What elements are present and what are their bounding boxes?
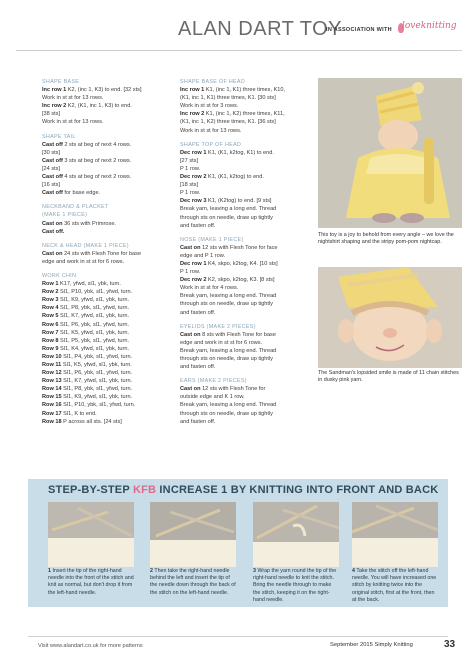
pattern-section xyxy=(180,78,312,135)
technique-abbrev: KFB xyxy=(132,484,157,496)
instruction-text: Break yarn, leaving a long end. Thread xyxy=(180,206,277,213)
instruction-line xyxy=(42,220,172,228)
instruction-line xyxy=(42,353,172,361)
needle-photo-icon xyxy=(352,502,438,567)
section-title: EYELIDS (MAKE 2 PIECES) xyxy=(180,323,256,330)
instruction-keyword: Cast off xyxy=(42,157,63,164)
instruction-text: Break yarn, leaving a long end. Thread xyxy=(180,347,277,354)
instruction-text: Sl1, P10, ybk, sl1, yfwd, turn. xyxy=(61,402,136,409)
instruction-text: through sts on needle, draw up tightly xyxy=(180,356,273,362)
toy-illustration xyxy=(318,78,462,228)
photo-caption-1: This toy is a joy to behold from every angle – we love the nightshirt shaping and the stripy pom-pom nightcap. xyxy=(318,232,454,246)
instruction-line xyxy=(180,284,312,292)
instruction-line xyxy=(42,86,172,94)
instruction-keyword: Row 17 xyxy=(42,410,62,417)
instruction-text: K1, (K1, k2tog, K1) to end. xyxy=(206,149,274,156)
instruction-text: [18 sts] xyxy=(180,182,199,189)
instruction-line xyxy=(42,369,172,377)
instruction-text: K17, yfwd, sl1, ybk, turn. xyxy=(58,281,121,288)
instruction-line xyxy=(180,197,312,205)
step-label: STEP-BY-STEP xyxy=(48,484,130,496)
instruction-text: 12 sts with Flesh Tone for xyxy=(200,386,266,393)
instruction-text: K1, (K2tog) to end. [9 sts] xyxy=(206,198,272,205)
instruction-keyword: Cast on xyxy=(42,220,63,227)
instruction-line xyxy=(42,345,172,353)
instruction-line xyxy=(180,292,312,300)
pattern-section xyxy=(180,323,312,372)
instruction-keyword: Row 7 xyxy=(42,329,59,336)
instruction-line xyxy=(180,102,312,110)
instruction-line xyxy=(42,149,172,157)
instruction-text: Work in st st for 13 rows. xyxy=(42,119,104,126)
instruction-keyword: Cast on xyxy=(180,244,201,251)
instruction-keyword: Cast on xyxy=(180,386,201,393)
instruction-line xyxy=(180,181,312,189)
instruction-line xyxy=(42,385,172,393)
pattern-section xyxy=(180,236,312,317)
step-text-2: 2 Then take the right-hand needle behind the left and insert the tip of the needle down through the back of the stitch on the left-hand needle. xyxy=(150,568,236,596)
instruction-text: Work in st st for 4 rows. xyxy=(180,285,239,292)
instruction-text: Sl1, K9, yfwd, sl1, ybk, turn. xyxy=(61,394,133,401)
instruction-keyword: Row 1 xyxy=(42,281,59,288)
section-title: SHAPE BASE OF HEAD xyxy=(180,79,246,85)
instruction-text: K1, (inc 1, K1) three times, K10, xyxy=(204,87,286,94)
step-text-3: 3 Wrap the yarn round the tip of the right-hand needle to knit the stitch. Bring the needle through to make the stitch, keeping it on the right-hand needle. xyxy=(253,568,337,603)
instruction-text: K2, (K1, inc 1, K3) to end. xyxy=(66,103,132,110)
instruction-line xyxy=(180,363,312,371)
instruction-keyword: Row 2 xyxy=(42,289,59,296)
instruction-keyword: Row 3 xyxy=(42,297,59,304)
instruction-text: Sl1, P6, ybk, sl1, yfwd, turn. xyxy=(58,321,130,328)
association-label: IN ASSOCIATION WITH xyxy=(326,27,392,33)
instruction-line xyxy=(180,244,312,252)
instruction-text: and fasten off. xyxy=(180,418,216,425)
instruction-keyword: Row 14 xyxy=(42,386,62,393)
instruction-line xyxy=(180,127,312,135)
instruction-text: edge and work in st st for 6 rows. xyxy=(180,339,263,346)
instruction-text: K4, skpo, k2tog, K4. [10 sts] xyxy=(206,260,278,267)
section-title: NOSE (MAKE 1 PIECE) xyxy=(180,236,244,243)
step-text-4: 4 Take the stitch off the left-hand needle. You will have increased one stitch by knitting twice into the original stitch, first at the front, then at the back. xyxy=(352,568,437,603)
instruction-text: [16 sts] xyxy=(42,182,61,189)
instruction-text: [30 sts] xyxy=(42,149,61,156)
instruction-line xyxy=(180,173,312,181)
instruction-line xyxy=(180,410,312,418)
instruction-text: K1, (K1, k2tog) to end. xyxy=(206,174,264,181)
instruction-keyword: Cast on xyxy=(180,331,201,338)
instruction-line xyxy=(180,401,312,409)
instruction-line xyxy=(42,165,172,173)
instruction-text: edge and P 1 row. xyxy=(180,252,225,259)
pattern-column-1 xyxy=(42,78,172,432)
instruction-keyword: Row 4 xyxy=(42,305,59,312)
instruction-keyword: Row 18 xyxy=(42,418,62,425)
instruction-text: Sl1, K9, yfwd, sl1, ybk, turn. xyxy=(58,297,130,304)
technique-title: INCREASE 1 BY KNITTING INTO FRONT AND BACK xyxy=(159,484,439,496)
instruction-keyword: Inc row 1 xyxy=(42,87,67,94)
instruction-line xyxy=(42,141,172,149)
instruction-line xyxy=(42,361,172,369)
instruction-keyword: Cast off. xyxy=(42,228,65,235)
instruction-text: [27 sts] xyxy=(180,157,199,164)
instruction-line xyxy=(42,94,172,102)
instruction-text: K2, (inc 1, K3) to end. [32 sts] xyxy=(66,87,142,94)
instruction-text: Sl1, P8, ybk, sl1, yfwd, turn. xyxy=(61,386,133,393)
pattern-section xyxy=(42,78,172,127)
instruction-line xyxy=(180,300,312,308)
instruction-line xyxy=(42,304,172,312)
instruction-line xyxy=(180,222,312,230)
instruction-line xyxy=(180,268,312,276)
instruction-keyword: Inc row 2 xyxy=(42,103,67,110)
instruction-line xyxy=(180,214,312,222)
pattern-section xyxy=(180,141,312,230)
instruction-text: Work in st st for 3 rows. xyxy=(180,103,239,110)
instruction-keyword: Row 10 xyxy=(42,353,62,360)
instruction-keyword: Dec row 2 xyxy=(180,174,207,181)
instruction-keyword: Cast off xyxy=(42,190,63,197)
instruction-line xyxy=(180,355,312,363)
toy-photo-full-body xyxy=(318,78,462,228)
instruction-line xyxy=(42,337,172,345)
instruction-line xyxy=(42,312,172,320)
section-title: NECKBAND & PLACKET xyxy=(42,204,109,211)
instruction-text: Sl1, P6, ybk, sl1, yfwd, turn. xyxy=(61,370,133,377)
instruction-text: and fasten off. xyxy=(180,222,216,229)
instruction-text: Break yarn, leaving a long end. Thread xyxy=(180,293,277,300)
section-subtitle: (MAKE 1 PIECE) xyxy=(42,212,88,219)
footer-website-link[interactable]: Visit www.alandart.co.uk for more patterns xyxy=(38,643,143,649)
instruction-keyword: Dec row 1 xyxy=(180,260,207,267)
step-by-step-heading xyxy=(48,484,438,496)
instruction-text: Work in st st for 13 rows. xyxy=(42,95,104,102)
instruction-line xyxy=(180,86,312,94)
section-title: NECK & HEAD (MAKE 1 PIECE) xyxy=(42,242,129,249)
instruction-line xyxy=(180,149,312,157)
instruction-text: 8 sts with Flesh Tone for base xyxy=(200,331,276,338)
step-text-1: 1 Insert the tip of the right-hand needle into the front of the stitch and knit as normal, but don't drop it from the left-hand needle. xyxy=(48,568,134,596)
instruction-line xyxy=(42,329,172,337)
instruction-line xyxy=(180,110,312,118)
step-photo-3 xyxy=(253,502,339,567)
instruction-line xyxy=(42,250,172,258)
needle-photo-icon xyxy=(150,502,236,567)
instruction-text: (K1, inc 1, K1) three times, K1. [30 sts] xyxy=(180,95,276,102)
instruction-text: P 1 row. xyxy=(180,269,201,276)
instruction-line xyxy=(42,410,172,418)
instruction-line xyxy=(180,205,312,213)
instruction-keyword: Cast off xyxy=(42,141,63,148)
instruction-text: 2 sts at beg of next 4 rows. xyxy=(62,141,132,148)
needle-photo-icon xyxy=(253,502,339,567)
instruction-text: through sts on needle, draw up tightly xyxy=(180,410,273,417)
instruction-text: Sl1, K7, yfwd, sl1, ybk, turn. xyxy=(58,313,130,320)
instruction-text: through sts on needle, draw up tightly xyxy=(180,301,273,308)
instruction-keyword: Row 9 xyxy=(42,345,59,352)
section-title: SHAPE BASE xyxy=(42,79,80,85)
pattern-section xyxy=(42,133,172,198)
instruction-text: Sl1, P10, ybk, sl1, yfwd, turn. xyxy=(58,289,133,296)
instruction-line xyxy=(180,385,312,393)
instruction-keyword: Dec row 2 xyxy=(180,277,207,284)
instruction-line xyxy=(42,189,172,197)
instruction-line xyxy=(180,165,312,173)
page-header xyxy=(0,10,474,50)
step-photo-4 xyxy=(352,502,438,567)
instruction-keyword: Cast off xyxy=(42,174,63,181)
section-title: EARS (MAKE 2 PIECES) xyxy=(180,378,247,385)
instruction-text: P 1 row. xyxy=(180,165,201,172)
instruction-text: [24 sts] xyxy=(42,165,61,172)
instruction-keyword: Cast on xyxy=(42,250,63,257)
instruction-keyword: Row 16 xyxy=(42,402,62,409)
instruction-text: 3 sts at beg of next 2 rows. xyxy=(62,157,132,164)
instruction-text: Sl1, K to end. xyxy=(61,410,97,417)
instruction-keyword: Row 5 xyxy=(42,313,59,320)
instruction-text: Work in st st for 13 rows. xyxy=(180,127,242,134)
pattern-section xyxy=(180,377,312,426)
instruction-line xyxy=(180,94,312,102)
pattern-section xyxy=(42,203,172,235)
instruction-line xyxy=(42,321,172,329)
instruction-keyword: Inc row 2 xyxy=(180,111,205,118)
instruction-text: 12 sts with Flesh Tone for face xyxy=(200,244,278,251)
section-title: WORK CHIN xyxy=(42,272,77,279)
footer-issue: September 2015 Simply Knitting xyxy=(330,642,413,648)
instruction-text: [38 sts] xyxy=(42,111,61,118)
instruction-text: and fasten off. xyxy=(180,309,216,316)
instruction-text: 24 sts with Flesh Tone for base xyxy=(62,250,142,257)
pattern-column-2 xyxy=(180,78,312,432)
instruction-line xyxy=(42,102,172,110)
photo-caption-2: The Sandman's lopsided smile is made of 11 chain stitches in dusky pink yarn. xyxy=(318,370,459,384)
instruction-line xyxy=(180,118,312,126)
instruction-text: Sl1, K4, yfwd, sl1, ybk, turn. xyxy=(58,345,130,352)
instruction-line xyxy=(42,181,172,189)
footer-rule xyxy=(28,636,448,637)
pattern-section xyxy=(42,272,172,426)
instruction-line xyxy=(42,288,172,296)
instruction-line xyxy=(180,260,312,268)
instruction-line xyxy=(180,157,312,165)
instruction-keyword: Row 13 xyxy=(42,378,62,385)
instruction-text: P across all sts. [24 sts] xyxy=(61,418,122,425)
instruction-text: Sl1, P4, ybk, sl1, yfwd, turn. xyxy=(61,353,133,360)
instruction-text: Sl1, K7, yfwd, sl1, ybk, turn. xyxy=(61,378,133,385)
step-photo-1 xyxy=(48,502,134,567)
instruction-line xyxy=(42,228,172,236)
instruction-text: 4 sts at beg of next 2 rows. xyxy=(62,174,132,181)
instruction-text: Sl1, K5, yfwd, sl1, ybk, turn. xyxy=(61,362,132,368)
section-title: SHAPE TAIL xyxy=(42,133,76,140)
instruction-line xyxy=(180,189,312,197)
instruction-line xyxy=(42,157,172,165)
instruction-text: K1, (inc 1, K2) three times, K11, xyxy=(204,111,285,118)
page-number: 33 xyxy=(444,639,456,650)
instruction-line xyxy=(180,393,312,401)
page-title: ALAN DART TOY xyxy=(178,18,342,40)
instruction-line xyxy=(180,276,312,284)
instruction-text: for base edge. xyxy=(62,190,101,197)
instruction-text: 36 sts with Primrose. xyxy=(62,220,116,227)
instruction-line xyxy=(42,173,172,181)
instruction-line xyxy=(42,258,172,266)
instruction-text: and fasten off. xyxy=(180,364,216,371)
instruction-keyword: Row 12 xyxy=(42,370,62,377)
instruction-text: edge and work in st st for 6 rows. xyxy=(42,258,125,265)
instruction-line xyxy=(180,418,312,426)
instruction-text: Break yarn, leaving a long end. Thread xyxy=(180,402,277,409)
instruction-line xyxy=(42,377,172,385)
instruction-text: through sts on needle, draw up tightly xyxy=(180,214,273,221)
instruction-keyword: Row 11 xyxy=(42,362,62,368)
instruction-line xyxy=(42,393,172,401)
step-photo-2 xyxy=(150,502,236,567)
instruction-keyword: Dec row 3 xyxy=(180,198,207,205)
instruction-line xyxy=(180,309,312,317)
instruction-text: Sl1, P5, ybk, sl1, yfwd, turn. xyxy=(58,337,130,344)
instruction-line xyxy=(42,401,172,409)
instruction-line xyxy=(42,296,172,304)
instruction-line xyxy=(42,280,172,288)
header-rule xyxy=(16,50,462,51)
instruction-text: K2, skpo, k2tog, K3. [8 sts] xyxy=(206,277,275,284)
toy-photo-face xyxy=(318,267,462,368)
instruction-line xyxy=(42,110,172,118)
instruction-line xyxy=(180,252,312,260)
toy-face-illustration xyxy=(318,267,462,368)
instruction-text: Sl1, P8, ybk, sl1, yfwd, turn. xyxy=(58,305,130,312)
instruction-text: outside edge and K 1 row. xyxy=(180,394,245,401)
instruction-keyword: Row 8 xyxy=(42,337,59,344)
instruction-line xyxy=(42,118,172,126)
instruction-line xyxy=(42,418,172,426)
section-title: SHAPE TOP OF HEAD xyxy=(180,141,242,148)
instruction-line xyxy=(180,347,312,355)
instruction-text: (K1, inc 1, K2) three times, K1. [36 sts] xyxy=(180,119,276,126)
needle-photo-icon xyxy=(48,502,134,567)
instruction-line xyxy=(180,331,312,339)
instruction-keyword: Row 15 xyxy=(42,394,62,401)
instruction-line xyxy=(180,339,312,347)
instruction-keyword: Row 6 xyxy=(42,321,59,328)
pattern-section xyxy=(42,242,172,266)
instruction-text: Sl1, K5, yfwd, sl1, ybk, turn. xyxy=(58,329,130,336)
instruction-keyword: Dec row 1 xyxy=(180,149,207,156)
instruction-text: P 1 row. xyxy=(180,190,201,197)
brand-name: loveknitting xyxy=(402,21,457,31)
instruction-keyword: Inc row 1 xyxy=(180,87,205,94)
